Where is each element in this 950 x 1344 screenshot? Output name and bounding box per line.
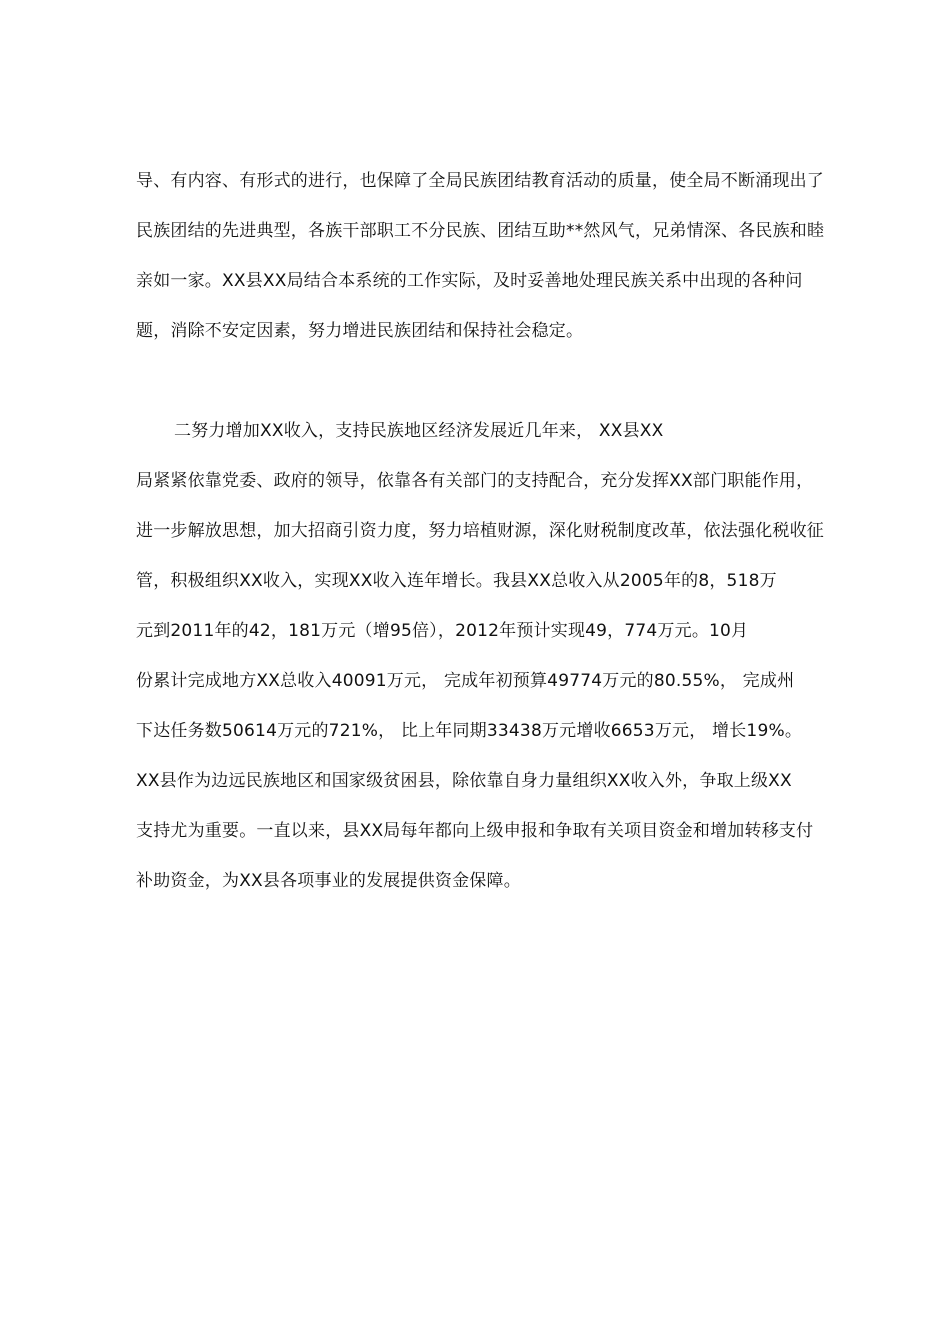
paragraph-1-line-3: 亲如一家。XX县XX局结合本系统的工作实际，及时妥善地处理民族关系中出现的各种问 bbox=[136, 271, 803, 291]
paragraph-2-line-4: 管，积极组织XX收入，实现XX收入连年增长。我县XX总收入从2005年的8，518万 bbox=[136, 571, 777, 591]
paragraph-2-line-3: 进一步解放思想，加大招商引资力度，努力培植财源，深化财税制度改革，依法强化税收征 bbox=[136, 521, 824, 541]
paragraph-2-line-8: XX县作为边远民族地区和国家级贫困县，除依靠自身力量组织XX收入外，争取上级XX bbox=[136, 771, 792, 791]
paragraph-2-line-1: 二努力增加XX收入，支持民族地区经济发展近几年来， XX县XX bbox=[174, 421, 664, 441]
paragraph-2-line-5: 元到2011年的42，181万元（增95倍），2012年预计实现49，774万元。10月 bbox=[136, 621, 749, 641]
paragraph-2-line-6: 份累计完成地方XX总收入40091万元， 完成年初预算49774万元的80.55%， 完成州 bbox=[136, 671, 795, 691]
paragraph-2-line-2: 局紧紧依靠党委、政府的领导，依靠各有关部门的支持配合，充分发挥XX部门职能作用， bbox=[136, 471, 814, 491]
paragraph-2-line-10: 补助资金，为XX县各项事业的发展提供资金保障。 bbox=[136, 871, 521, 891]
paragraph-1-line-2: 民族团结的先进典型，各族干部职工不分民族、团结互助**然风气，兄弟情深、各民族和睦 bbox=[136, 221, 825, 241]
paragraph-2-line-7: 下达任务数50614万元的721%， 比上年同期33438万元增收6653万元， 增长19%。 bbox=[136, 721, 803, 741]
paragraph-1-line-4: 题，消除不安定因素，努力增进民族团结和保持社会稳定。 bbox=[136, 321, 584, 341]
paragraph-2-line-9: 支持尤为重要。一直以来，县XX局每年都向上级申报和争取有关项目资金和增加转移支付 bbox=[136, 821, 814, 841]
paragraph-1-line-1: 导、有内容、有形式的进行，也保障了全局民族团结教育活动的质量，使全局不断涌现出了 bbox=[136, 171, 824, 191]
